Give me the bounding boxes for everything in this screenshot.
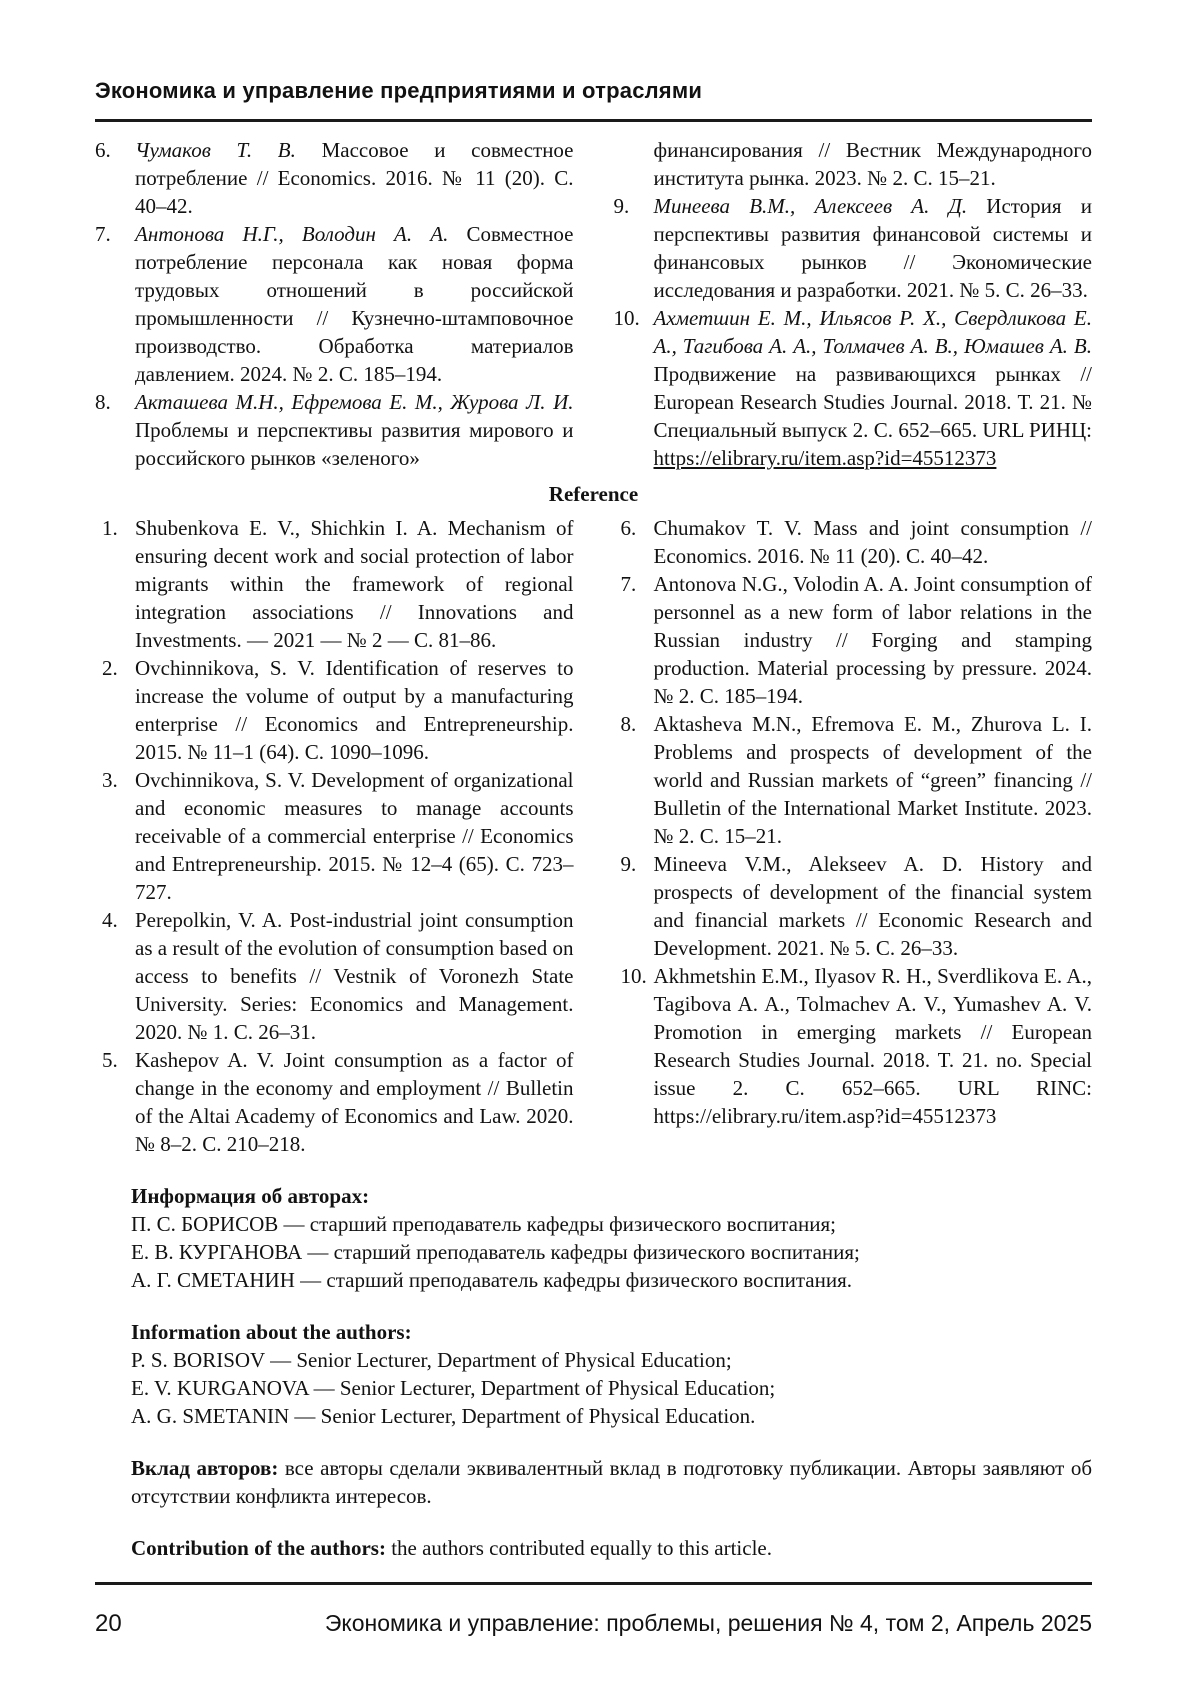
rinc-elibrary-link[interactable]: https://elibrary.ru/item.asp?id=45512373 (653, 446, 997, 470)
reference-number: 8. (620, 712, 637, 736)
author-line: П. С. БОРИСОВ — старший преподаватель кафедры физического воспитания; (131, 1212, 836, 1236)
reference-number: 9. (620, 852, 637, 876)
reference-text: Проблемы и перспективы развития мирового и российского рынков «зеленого» (135, 418, 574, 470)
reference-text: финансирования // Вестник Международного института рынка. 2023. № 2. С. 15–21. (653, 138, 1092, 190)
reference-item (95, 136, 574, 220)
reference-item (614, 850, 1093, 962)
reference-authors: Антонова Н.Г., Володин А. А. (135, 222, 449, 246)
reference-text: Akhmetshin E.M., Ilyasov R. H., Sverdlikova E. A., Tagibova A. A., Tolmachev A. V., Yumashev A. V. Promotion in emerging markets // European Research Studies Journal. 2018. T. 21. no. Special issue 2. С. 652–665. URL RINC: https://elibrary.ru/item.asp?id=45512373 (653, 964, 1092, 1128)
reference-item (95, 388, 574, 472)
reference-number: 2. (102, 656, 118, 680)
reference-number: 7. (95, 222, 111, 246)
contribution-label-en: Contribution of the authors: (131, 1536, 386, 1560)
authors-info-ru-heading: Информация об авторах: (131, 1184, 370, 1208)
reference-item (95, 766, 574, 906)
reference-number: 6. (620, 516, 637, 540)
reference-text: Совместное потребление персонала как новая форма трудовых отношений в российской промышленности // Кузнечно-штамповочное производство. Обработка материалов давлением. 2024. № 2. С. 185–194. (135, 222, 574, 386)
reference-text: Antonova N.G., Volodin A. A. Joint consumption of personnel as a new form of labor relations in the Russian industry // Forging and stamping production. Material processing by pressure. 2024. № 2. С. 185–194. (653, 572, 1092, 708)
reference-number: 10. (620, 964, 647, 988)
reference-item-continuation (614, 136, 1093, 192)
english-references-right-column (614, 514, 1093, 1158)
reference-number: 4. (102, 908, 118, 932)
reference-text: Ovchinnikova, S. V. Identification of reserves to increase the volume of output by a manufacturing enterprise // Economics and Entrepreneurship. 2015. № 11–1 (64). С. 1090–1096. (135, 656, 574, 764)
reference-item (614, 514, 1093, 570)
reference-authors: Акташева М.Н., Ефремова Е. М., Журова Л. И. (135, 390, 574, 414)
reference-text: Ovchinnikova, S. V. Development of organizational and economic measures to manage accounts receivable of a commercial enterprise // Economics and Entrepreneurship. 2015. № 12–4 (65). С. 723–727. (135, 768, 574, 904)
reference-item (95, 220, 574, 388)
reference-item (95, 906, 574, 1046)
reference-item (614, 570, 1093, 710)
reference-authors: Минеева В.М., Алексеев А. Д. (653, 194, 968, 218)
reference-text: Aktasheva M.N., Efremova E. M., Zhurova L. I. Problems and prospects of development of the world and Russian markets of “green” financing // Bulletin of the International Market Institute. 2023. № 2. С. 15–21. (653, 712, 1092, 848)
author-line: А. Г. СМЕТАНИН — старший преподаватель кафедры физического воспитания. (131, 1268, 852, 1292)
section-heading: Экономика и управление предприятиями и отраслями (95, 78, 1092, 122)
reference-section-heading: Reference (548, 482, 639, 506)
reference-text: Продвижение на развивающихся рынках // European Research Studies Journal. 2018. Т. 21. № Специальный выпуск 2. С. 652–665. URL РИНЦ: (653, 362, 1092, 442)
reference-number: 10. (613, 306, 640, 330)
reference-number: 3. (102, 768, 118, 792)
reference-item (95, 514, 574, 654)
contribution-text-en: the authors contributed equally to this article. (391, 1536, 772, 1560)
author-line: E. V. KURGANOVA — Senior Lecturer, Department of Physical Education; (131, 1376, 776, 1400)
reference-number: 8. (95, 390, 111, 414)
reference-text: Perepolkin, V. A. Post-industrial joint consumption as a result of the evolution of consumption based on access to benefits // Vestnik of Voronezh State University. Series: Economics and Management. 2020. № 1. С. 26–31. (135, 908, 574, 1044)
journal-title-line: Экономика и управление: проблемы, решения № 4, том 2, Апрель 2025 (324, 1610, 1092, 1636)
reference-item (614, 304, 1093, 472)
author-line: A. G. SMETANIN — Senior Lecturer, Department of Physical Education. (131, 1404, 756, 1428)
reference-item (614, 710, 1093, 850)
reference-item (614, 962, 1093, 1130)
reference-number: 1. (102, 516, 118, 540)
contribution-statement-en (131, 1534, 1092, 1562)
reference-authors: Ахметшин Е. М., Ильясов Р. Х., Свердликова Е. А., Тагибова А. А., Толмачев А. В., Юмашев А. В. (653, 306, 1092, 358)
page-number: 20 (95, 1610, 122, 1637)
authors-info-en (131, 1318, 1092, 1430)
author-line: Е. В. КУРГАНОВА — старший преподаватель кафедры физического воспитания; (131, 1240, 860, 1264)
authors-info-en-heading: Information about the authors: (131, 1320, 412, 1344)
reference-authors: Чумаков Т. В. (135, 138, 296, 162)
reference-text: История и перспективы развития финансовой системы и финансовых рынков // Экономические исследования и разработки. 2021. № 5. С. 26–33. (653, 194, 1092, 302)
reference-text: Mineeva V.M., Alekseev A. D. History and prospects of development of the financial system and financial markets // Economic Research and Development. 2021. № 5. С. 26–33. (653, 852, 1092, 960)
reference-number: 6. (95, 138, 111, 162)
reference-number: 9. (613, 194, 630, 218)
reference-text: Kashepov A. V. Joint consumption as a factor of change in the economy and employment // Bulletin of the Altai Academy of Economics and Law. 2020. № 8–2. С. 210–218. (135, 1048, 574, 1156)
author-line: P. S. BORISOV — Senior Lecturer, Department of Physical Education; (131, 1348, 732, 1372)
authors-info-ru (131, 1182, 1092, 1294)
reference-text: Shubenkova E. V., Shichkin I. A. Mechanism of ensuring decent work and social protection of labor migrants within the framework of regional integration associations // Innovations and Investments. — 2021 — № 2 — С. 81–86. (135, 516, 574, 652)
english-references-left-column (95, 514, 574, 1158)
russian-references-left-column (95, 136, 574, 472)
contribution-label-ru: Вклад авторов: (131, 1456, 279, 1480)
reference-number: 5. (102, 1048, 118, 1072)
reference-item (614, 192, 1093, 304)
reference-number: 7. (620, 572, 637, 596)
reference-item (95, 1046, 574, 1158)
english-references (95, 514, 1092, 1158)
russian-references (95, 136, 1092, 472)
page-footer (95, 1582, 1092, 1638)
russian-references-right-column (614, 136, 1093, 472)
reference-item (95, 654, 574, 766)
reference-text: Массовое и совместное потребление // Economics. 2016. № 11 (20). С. 40–42. (135, 138, 574, 218)
contribution-text-ru: все авторы сделали эквивалентный вклад в подготовку публикации. Авторы заявляют об отсутствии конфликта интересов. (131, 1456, 1093, 1508)
reference-text: Chumakov T. V. Mass and joint consumption // Economics. 2016. № 11 (20). С. 40–42. (653, 516, 1092, 568)
contribution-statement-ru (131, 1454, 1092, 1510)
